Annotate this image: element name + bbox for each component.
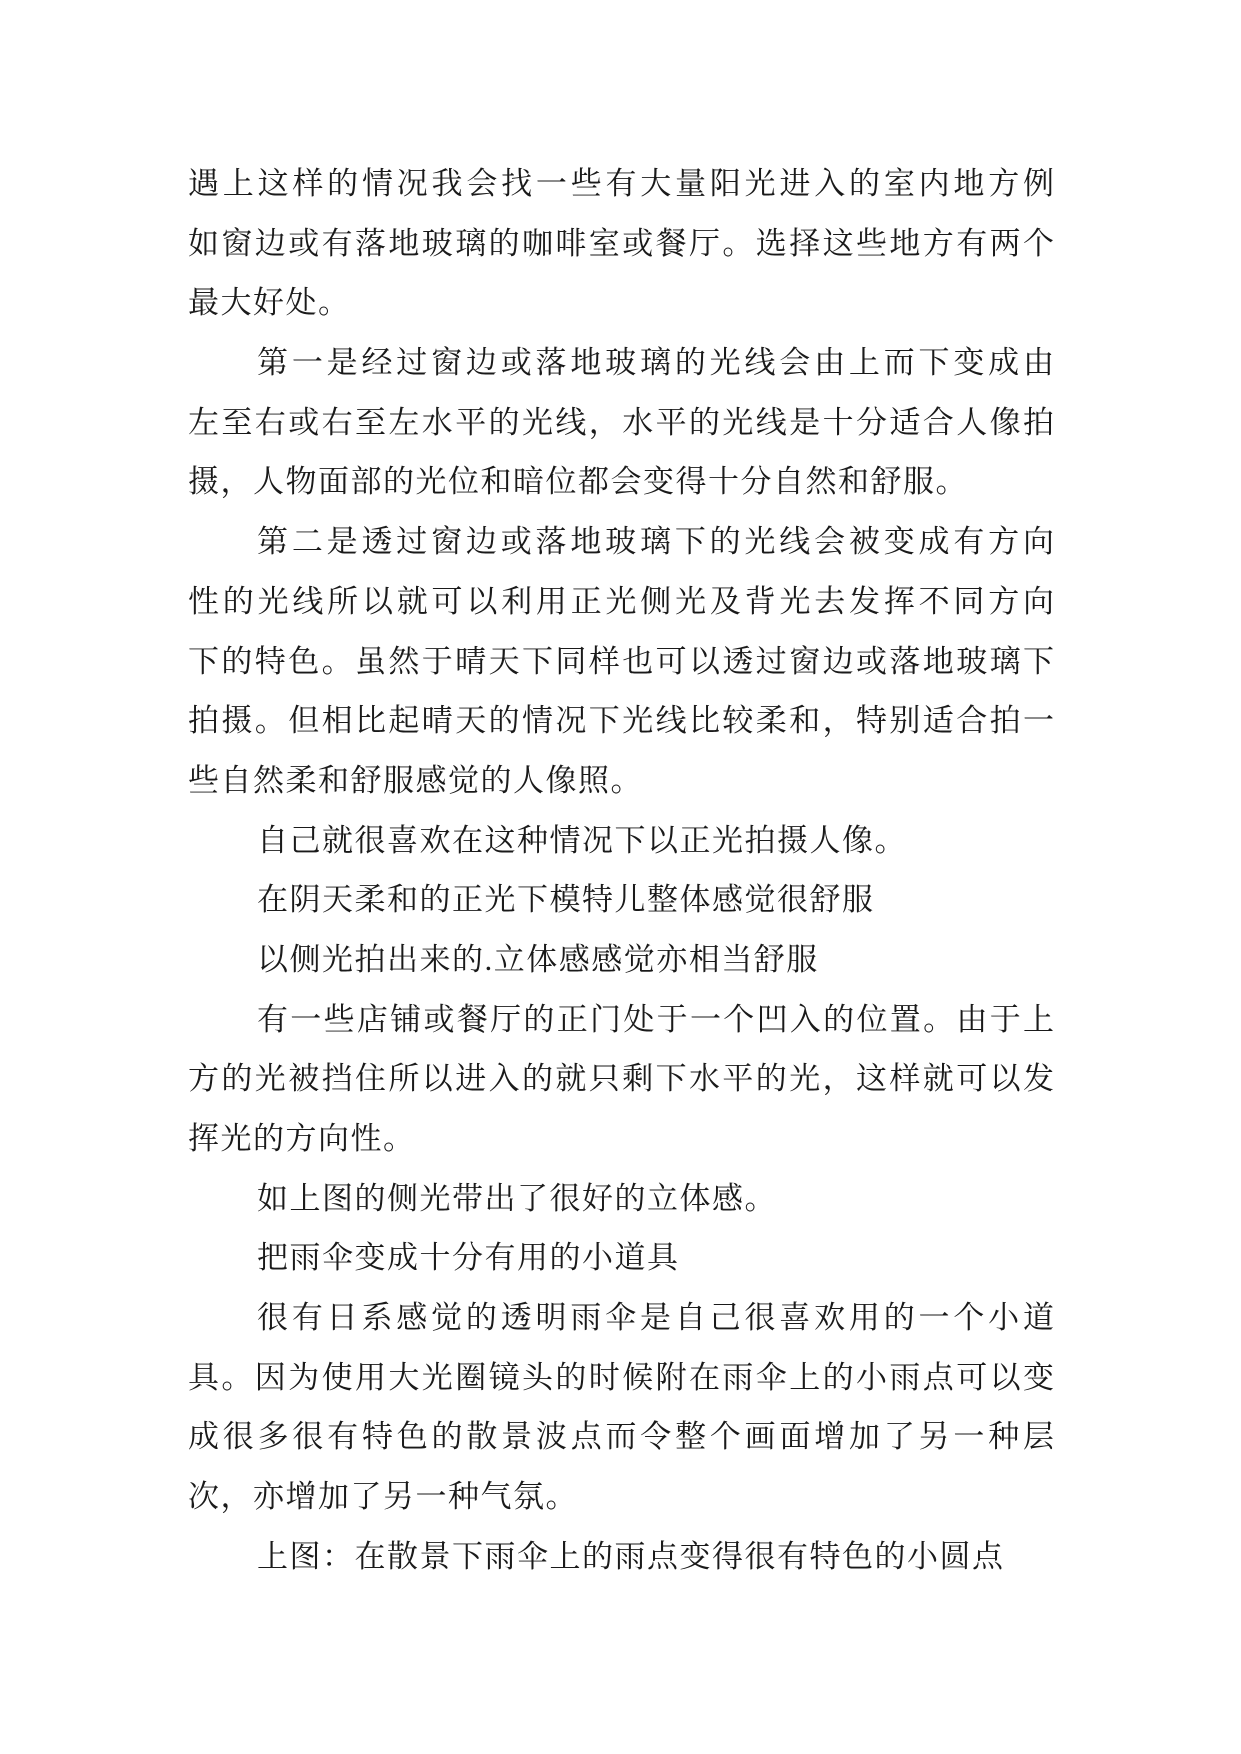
text-line: 第一是经过窗边或落地玻璃的光线会由上而下变成由 [257, 345, 1054, 381]
text-line: 挥光的方向性。 [188, 1121, 416, 1156]
paragraph [188, 811, 1054, 871]
paragraph [188, 1169, 1054, 1229]
paragraph [188, 990, 1054, 1169]
text-line: 摄，人物面部的光位和暗位都会变得十分自然和舒服。 [188, 464, 968, 500]
text-line: 拍摄。但相比起晴天的情况下光线比较柔和，特别适合拍一 [188, 703, 1054, 739]
text-line: 自己就很喜欢在这种情况下以正光拍摄人像。 [257, 822, 907, 858]
text-line: 如上图的侧光带出了很好的立体感。 [257, 1180, 777, 1216]
text-line: 具。因为使用大光圈镜头的时候附在雨伞上的小雨点可以变 [188, 1359, 1054, 1395]
text-line: 下的特色。虽然于晴天下同样也可以透过窗边或落地玻璃下 [188, 643, 1054, 679]
text-line: 次，亦增加了另一种气氛。 [188, 1479, 578, 1515]
text-line: 第二是透过窗边或落地玻璃下的光线会被变成有方向 [257, 524, 1054, 560]
text-line: 左至右或右至左水平的光线，水平的光线是十分适合人像拍 [188, 404, 1054, 440]
text-line: 很有日系感觉的透明雨伞是自己很喜欢用的一个小道 [257, 1300, 1054, 1336]
paragraph [188, 1228, 1054, 1288]
paragraph [188, 870, 1054, 930]
text-line: 以侧光拍出来的.立体感感觉亦相当舒服 [257, 941, 819, 977]
text-line: 把雨伞变成十分有用的小道具 [257, 1240, 680, 1276]
text-line: 性的光线所以就可以利用正光侧光及背光去发挥不同方向 [188, 583, 1054, 619]
paragraph [188, 930, 1054, 990]
text-line: 遇上这样的情况我会找一些有大量阳光进入的室内地方例 [188, 166, 1054, 201]
text-line: 方的光被挡住所以进入的就只剩下水平的光，这样就可以发 [188, 1061, 1054, 1097]
text-line: 最大好处。 [188, 285, 351, 321]
text-line: 有一些店铺或餐厅的正门处于一个凹入的位置。由于上 [257, 1001, 1054, 1037]
paragraph [188, 333, 1054, 512]
text-line: 如窗边或有落地玻璃的咖啡室或餐厅。选择这些地方有两个 [188, 225, 1054, 261]
paragraph [188, 1527, 1054, 1587]
text-line: 在阴天柔和的正光下模特儿整体感觉很舒服 [257, 882, 875, 918]
text-line: 上图：在散景下雨伞上的雨点变得很有特色的小圆点 [257, 1538, 1005, 1574]
text-line: 成很多很有特色的散景波点而令整个画面增加了另一种层 [188, 1419, 1054, 1455]
paragraph [188, 154, 1054, 333]
text-line: 些自然柔和舒服感觉的人像照。 [188, 762, 643, 798]
paragraph [188, 1288, 1054, 1527]
document-body [188, 154, 1054, 1587]
paragraph [188, 512, 1054, 810]
